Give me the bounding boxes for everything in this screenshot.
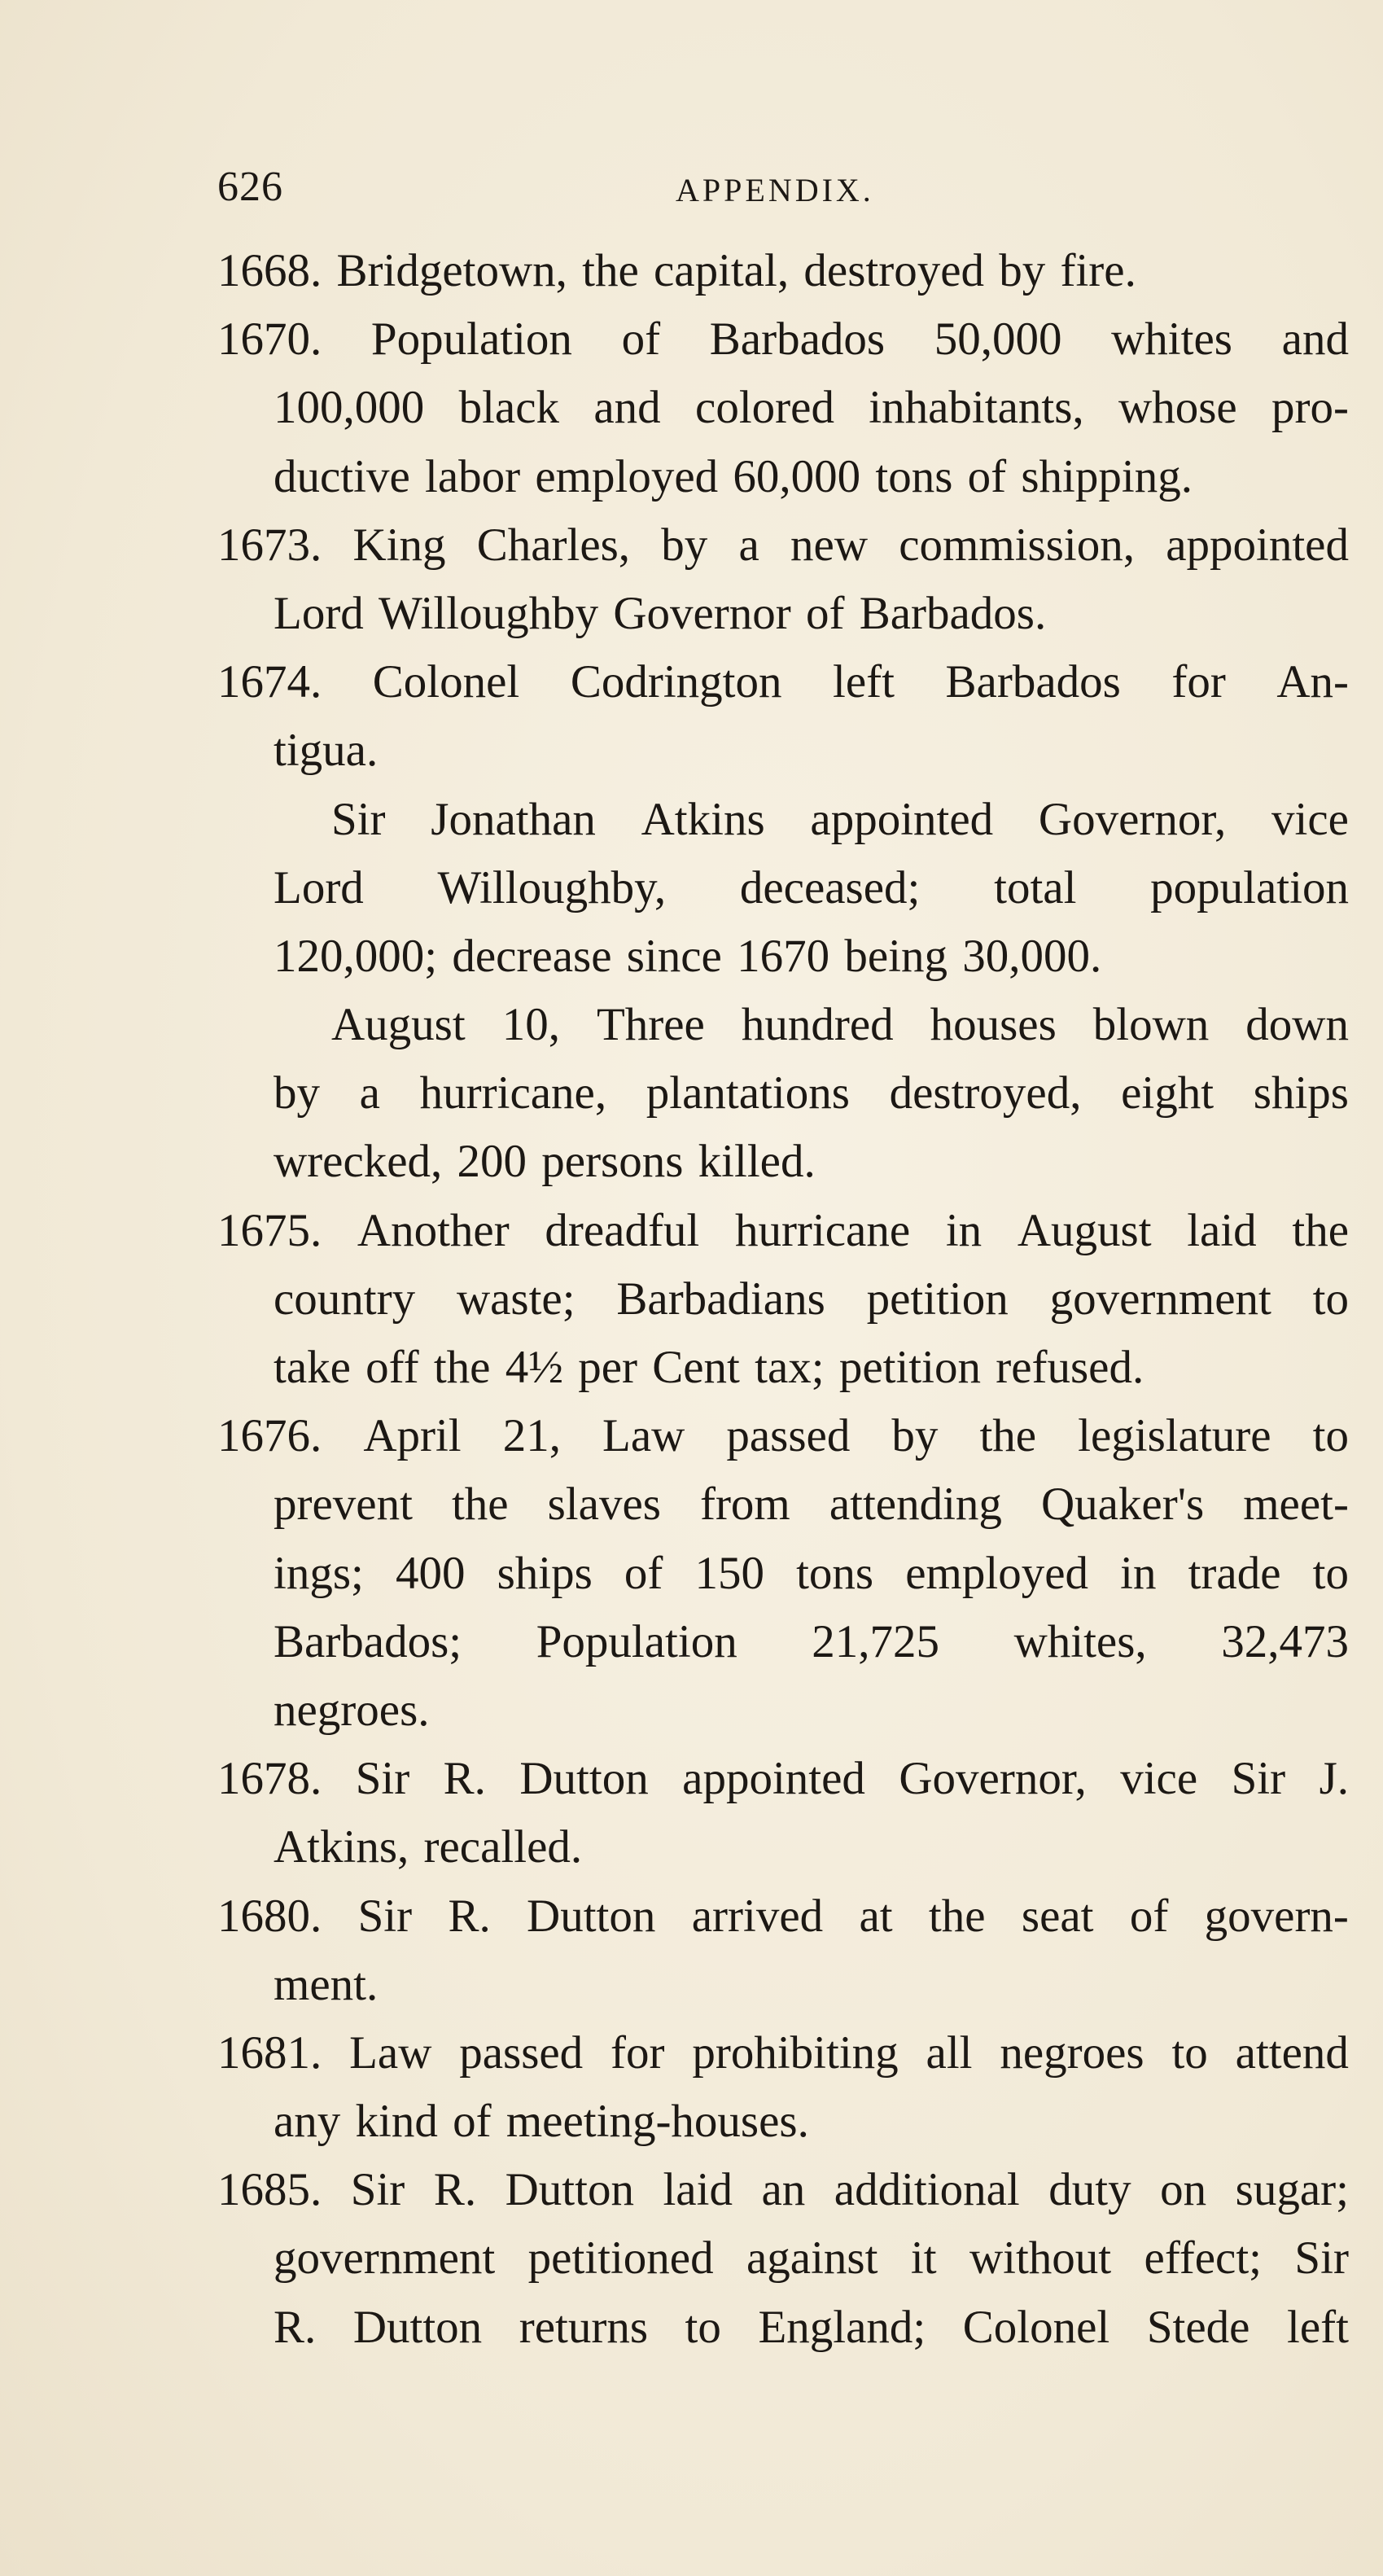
- text-line: [217, 2095, 1349, 2163]
- text-line: [217, 1204, 1349, 1273]
- word: legislature: [1078, 1410, 1271, 1462]
- word: 10,: [501, 999, 560, 1051]
- word: negroes.: [274, 1684, 430, 1736]
- word: petitioned: [527, 2232, 714, 2285]
- text-line: [217, 244, 1349, 313]
- word: 1676.: [217, 1410, 322, 1462]
- word: Sir: [331, 793, 386, 845]
- word: any: [274, 2096, 341, 2148]
- word: a: [359, 1067, 380, 1119]
- text-line: [217, 450, 1349, 519]
- text-line: [217, 1958, 1349, 2026]
- word: Jonathan: [431, 793, 596, 845]
- word: appointed: [682, 1753, 865, 1805]
- word: 21,: [502, 1410, 561, 1462]
- word: tons: [796, 1547, 874, 1599]
- word: refused.: [996, 1342, 1144, 1393]
- word: employed: [905, 1547, 1089, 1599]
- word: Barbados;: [274, 1615, 462, 1667]
- word: passed: [726, 1410, 851, 1462]
- word: laid: [663, 2164, 733, 2216]
- word: 1673.: [217, 519, 322, 571]
- word: govern-: [1204, 1890, 1349, 1942]
- word: new: [790, 519, 868, 571]
- word: Codrington: [570, 656, 782, 708]
- word: Governor,: [1038, 793, 1227, 845]
- word: employed: [535, 450, 719, 502]
- word: government: [274, 2232, 496, 2285]
- word: arrived: [691, 1890, 824, 1942]
- word: to: [1171, 2026, 1208, 2079]
- word: to: [1312, 1273, 1349, 1325]
- word: the: [433, 1342, 491, 1393]
- word: Colonel: [962, 2301, 1110, 2353]
- word: Governor,: [899, 1753, 1087, 1805]
- word: R.: [433, 2164, 477, 2216]
- word: an: [761, 2164, 806, 2216]
- word: 60,000: [733, 450, 861, 502]
- word: population: [1150, 861, 1349, 913]
- word: Sir: [355, 1753, 410, 1805]
- word: 50,000: [934, 313, 1062, 366]
- word: left: [833, 656, 895, 708]
- word: meeting-houses.: [505, 2096, 809, 2148]
- word: passed: [459, 2026, 584, 2079]
- word: Barbados.: [859, 587, 1047, 639]
- word: wrecked,: [274, 1136, 443, 1188]
- text-line: [217, 1684, 1349, 1752]
- text-line: [217, 655, 1349, 724]
- word: deceased;: [739, 861, 921, 913]
- word: at: [859, 1890, 893, 1942]
- word: of: [1129, 1890, 1169, 1942]
- text-line: [217, 1409, 1349, 1478]
- word: hundred: [741, 999, 894, 1051]
- word: destroyed: [803, 245, 984, 296]
- word: and: [593, 382, 661, 434]
- word: for: [1171, 656, 1226, 708]
- word: R.: [274, 2301, 317, 2353]
- word: tons: [875, 450, 953, 502]
- word: 21,725: [812, 1615, 940, 1667]
- word: ings;: [274, 1547, 364, 1599]
- text-line: [217, 2026, 1349, 2095]
- word: 150: [694, 1547, 764, 1599]
- word: additional: [834, 2164, 1020, 2216]
- word: prohibiting: [692, 2026, 899, 2079]
- word: sugar;: [1235, 2164, 1349, 2216]
- word: Barbados: [945, 656, 1121, 708]
- word: 100,000: [274, 382, 425, 434]
- word: eight: [1121, 1067, 1215, 1119]
- word: August: [1017, 1204, 1152, 1256]
- word: whose: [1118, 382, 1237, 434]
- text-line: [217, 2301, 1349, 2369]
- word: attend: [1235, 2026, 1349, 2079]
- word: recalled.: [423, 1821, 583, 1873]
- word: petition: [866, 1273, 1009, 1325]
- word: 1675.: [217, 1204, 322, 1256]
- text-line: [217, 381, 1349, 449]
- word: 120,000;: [274, 930, 438, 982]
- word: it: [910, 2232, 937, 2285]
- word: destroyed,: [889, 1067, 1082, 1119]
- word: waste;: [456, 1273, 576, 1325]
- word: meet-: [1243, 1479, 1349, 1531]
- word: ductive: [274, 450, 410, 502]
- running-head: APPENDIX.: [676, 172, 874, 208]
- word: Population: [536, 1615, 737, 1667]
- word: of: [453, 2096, 492, 2148]
- word: Governor: [613, 587, 791, 639]
- word: appointed: [810, 793, 994, 845]
- word: fire.: [1060, 245, 1136, 296]
- word: Bridgetown,: [336, 245, 567, 296]
- word: in: [945, 1204, 983, 1256]
- word: petition: [838, 1342, 981, 1393]
- word: slaves: [547, 1479, 661, 1531]
- word: on: [1160, 2164, 1207, 2216]
- word: An-: [1276, 656, 1349, 708]
- word: Sir: [1231, 1753, 1286, 1805]
- word: a: [738, 519, 759, 571]
- word: laid: [1187, 1204, 1257, 1256]
- word: vice: [1120, 1753, 1198, 1805]
- text-line: [217, 1135, 1349, 1203]
- word: R.: [448, 1890, 491, 1942]
- word: whites: [1111, 313, 1232, 366]
- word: 1670: [737, 930, 830, 982]
- word: Sir: [1294, 2232, 1349, 2285]
- text-line: [217, 998, 1349, 1067]
- text-line: [217, 313, 1349, 381]
- word: against: [746, 2232, 878, 2285]
- word: vice: [1271, 793, 1349, 845]
- text-line: [217, 2232, 1349, 2300]
- word: persons: [541, 1136, 684, 1188]
- word: commission,: [899, 519, 1135, 571]
- word: 1685.: [217, 2164, 322, 2216]
- word: capital,: [653, 245, 790, 296]
- word: R.: [443, 1753, 486, 1805]
- word: appointed: [1166, 519, 1349, 571]
- word: labor: [425, 450, 521, 502]
- word: negroes: [1000, 2026, 1144, 2079]
- word: country: [274, 1273, 416, 1325]
- word: Three: [596, 999, 705, 1051]
- word: England;: [758, 2301, 926, 2353]
- word: Willoughby,: [437, 861, 667, 913]
- word: Lord: [274, 587, 364, 639]
- word: returns: [519, 2301, 648, 2353]
- word: Another: [357, 1204, 510, 1256]
- text-line: [217, 1820, 1349, 1889]
- word: shipping.: [1021, 450, 1193, 502]
- word: the: [979, 1410, 1037, 1462]
- word: kind: [355, 2096, 438, 2148]
- word: down: [1245, 999, 1349, 1051]
- text-line: [217, 1067, 1349, 1135]
- word: all: [926, 2026, 973, 2079]
- word: hurricane: [734, 1204, 911, 1256]
- text-line: [217, 587, 1349, 655]
- word: Quaker's: [1040, 1479, 1205, 1531]
- word: seat: [1021, 1890, 1094, 1942]
- word: houses: [930, 999, 1057, 1051]
- word: of: [967, 450, 1007, 502]
- word: hurricane,: [419, 1067, 607, 1119]
- word: Law: [602, 1410, 685, 1462]
- word: Dutton: [527, 1890, 656, 1942]
- text-line: [217, 1890, 1349, 1958]
- word: Lord: [274, 861, 364, 913]
- text-line: [217, 861, 1349, 930]
- word: ships: [1253, 1067, 1349, 1119]
- word: blown: [1092, 999, 1210, 1051]
- word: Charles,: [476, 519, 631, 571]
- word: 32,473: [1221, 1615, 1349, 1667]
- word: left: [1287, 2301, 1349, 2353]
- word: 1678.: [217, 1753, 322, 1805]
- text-line: [217, 793, 1349, 861]
- word: of: [621, 313, 661, 366]
- word: to: [1312, 1547, 1349, 1599]
- word: Willoughby: [379, 587, 599, 639]
- text-line: [217, 724, 1349, 792]
- text-line: [217, 1752, 1349, 1820]
- word: Law: [349, 2026, 432, 2079]
- word: to: [685, 2301, 721, 2353]
- word: the: [928, 1890, 986, 1942]
- word: since: [626, 930, 722, 982]
- page-header: [217, 163, 1349, 220]
- page-number: 626: [217, 164, 283, 210]
- word: total: [994, 861, 1077, 913]
- word: Atkins: [641, 793, 765, 845]
- word: of: [624, 1547, 663, 1599]
- word: per: [578, 1342, 637, 1393]
- word: Dutton: [519, 1753, 649, 1805]
- text-line: [217, 930, 1349, 998]
- word: trade: [1188, 1547, 1281, 1599]
- word: Sir: [357, 1890, 413, 1942]
- word: killed.: [698, 1136, 816, 1188]
- word: prevent: [274, 1479, 413, 1531]
- word: colored: [695, 382, 834, 434]
- text-line: [217, 1547, 1349, 1615]
- word: the: [451, 1479, 509, 1531]
- word: attending: [829, 1479, 1002, 1531]
- word: duty: [1048, 2164, 1131, 2216]
- appendix-text: [217, 244, 1349, 2369]
- word: Dutton: [352, 2301, 483, 2353]
- word: Cent: [652, 1342, 740, 1393]
- text-line: [217, 2163, 1349, 2232]
- word: 1681.: [217, 2026, 322, 2079]
- word: government: [1049, 1273, 1271, 1325]
- word: J.: [1319, 1753, 1349, 1805]
- text-line: [217, 519, 1349, 587]
- word: April: [363, 1410, 462, 1462]
- word: take: [274, 1342, 351, 1393]
- word: ships: [497, 1547, 593, 1599]
- word: Barbados: [709, 313, 886, 366]
- word: inhabitants,: [869, 382, 1084, 434]
- word: ment.: [274, 1958, 379, 2010]
- word: by: [891, 1410, 939, 1462]
- word: the: [582, 245, 639, 296]
- word: for: [611, 2026, 665, 2079]
- word: pro-: [1271, 382, 1349, 434]
- word: of: [805, 587, 845, 639]
- word: by: [661, 519, 708, 571]
- word: plantations: [646, 1067, 850, 1119]
- word: effect;: [1144, 2232, 1263, 2285]
- word: decrease: [452, 930, 612, 982]
- text-line: [217, 1478, 1349, 1546]
- word: Stede: [1146, 2301, 1250, 2353]
- word: Atkins,: [274, 1821, 409, 1873]
- word: Dutton: [505, 2164, 634, 2216]
- word: August: [331, 999, 466, 1051]
- word: whites,: [1013, 1615, 1147, 1667]
- word: in: [1120, 1547, 1157, 1599]
- word: black: [458, 382, 560, 434]
- word: 30,000.: [962, 930, 1102, 982]
- word: 1674.: [217, 656, 322, 708]
- word: Population: [370, 313, 572, 366]
- word: and: [1281, 313, 1349, 366]
- word: Sir: [350, 2164, 405, 2216]
- word: 1668.: [217, 245, 322, 296]
- word: dreadful: [545, 1204, 700, 1256]
- word: Colonel: [372, 656, 520, 708]
- word: King: [352, 519, 446, 571]
- word: Barbadians: [616, 1273, 825, 1325]
- text-line: [217, 1341, 1349, 1409]
- text-line: [217, 1273, 1349, 1341]
- word: by: [999, 245, 1046, 296]
- word: from: [699, 1479, 790, 1531]
- word: to: [1312, 1410, 1349, 1462]
- word: without: [969, 2232, 1112, 2285]
- word: off: [365, 1342, 419, 1393]
- word: 1670.: [217, 313, 322, 366]
- word: 200: [457, 1136, 527, 1188]
- word: 4½: [505, 1342, 563, 1393]
- word: the: [1292, 1204, 1349, 1256]
- word: by: [274, 1067, 320, 1119]
- word: tax;: [755, 1342, 825, 1393]
- text-line: [217, 1615, 1349, 1684]
- word: being: [844, 930, 948, 982]
- word: 1680.: [217, 1890, 322, 1942]
- word: 400: [395, 1547, 466, 1599]
- word: tigua.: [274, 725, 379, 777]
